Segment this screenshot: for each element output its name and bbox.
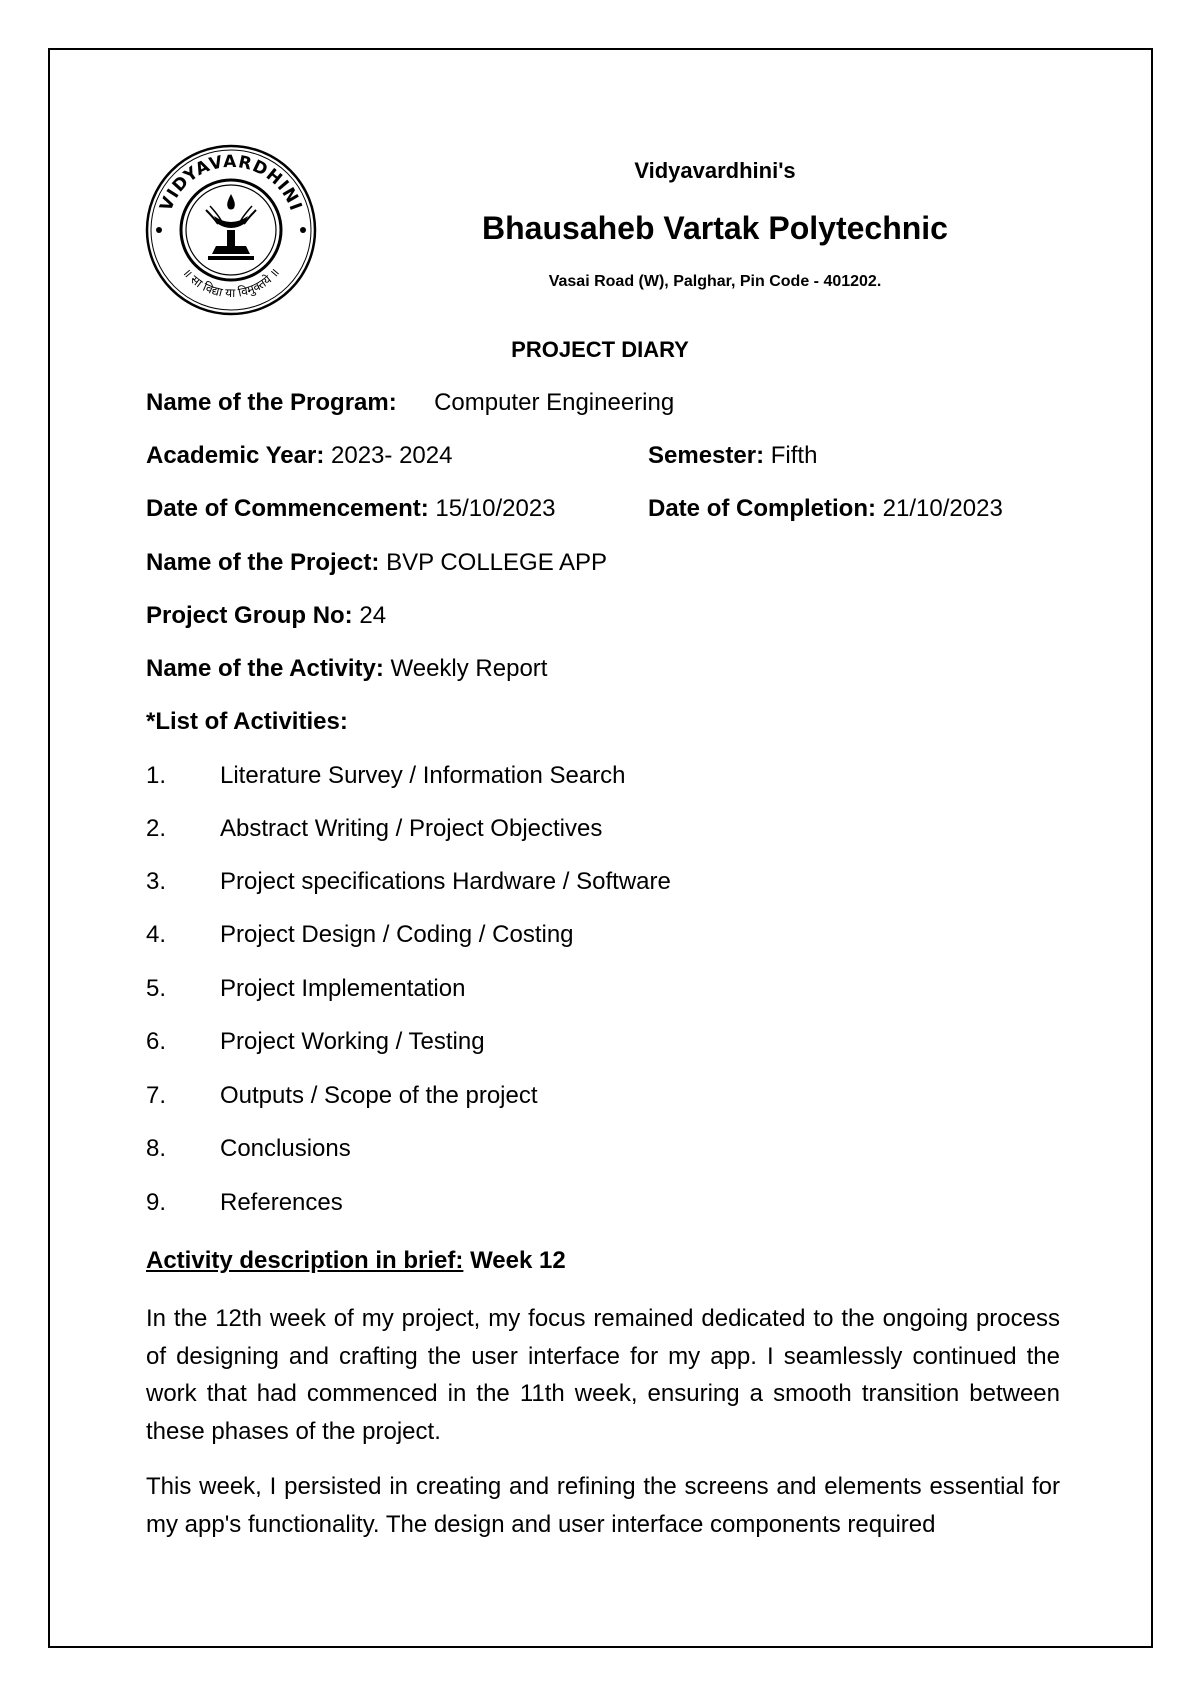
semester-value: Fifth [770,442,818,469]
academic-year-label: Academic Year: [146,442,325,469]
list-item [146,761,626,791]
college-name: Bhausaheb Vartak Polytechnic [482,210,948,246]
list-item-text: Conclusions [220,1135,351,1162]
project-name-value: BVP COLLEGE APP [386,549,608,576]
list-item-number: 9. [146,1189,167,1216]
brief-paragraph-2: This week, I persisted in creating and refining the screens and elements essential for my app's functionality. The design and user interface components required [146,1473,1060,1538]
diary-title: PROJECT DIARY [511,337,689,362]
list-item-text: Project Implementation [220,975,466,1002]
svg-text:VIDYAVARDHINI: VIDYAVARDHINI [156,151,306,215]
list-item-number: 6. [146,1028,167,1055]
svg-text:॥ सा विद्या या विमुक्तये ॥: ॥ सा विद्या या विमुक्तये ॥ [179,265,283,301]
activities-heading [146,707,348,737]
list-item-text: Project specifications Hardware / Software [220,868,671,895]
semester-label: Semester: [648,442,765,469]
list-item [146,814,602,844]
list-item-number: 3. [146,868,167,895]
list-item-text: Project Design / Coding / Costing [220,921,574,948]
program-field [146,388,674,418]
completion-value: 21/10/2023 [882,495,1003,522]
list-item [146,867,671,897]
list-item-text: Outputs / Scope of the project [220,1082,538,1109]
project-name-label: Name of the Project: [146,549,380,576]
list-item-number: 7. [146,1082,167,1109]
commencement-value: 15/10/2023 [435,495,556,522]
program-value: Computer Engineering [434,389,675,416]
academic-year-value: 2023- 2024 [331,442,453,469]
brief-paragraph-1: In the 12th week of my project, my focus remained dedicated to the ongoing process of designing and crafting the user interface for my app. I seamlessly continued the work that had commenced in the 11th week, ensuring a smooth transition between these phases of the project. [146,1305,1060,1445]
group-number-value: 24 [359,602,387,629]
brief-week: Week 12 [470,1247,566,1274]
commencement-field [146,494,556,524]
activity-name-label: Name of the Activity: [146,655,384,682]
list-item-number: 1. [146,762,167,789]
brief-heading-label: Activity description in brief: [146,1247,464,1274]
list-item-text: References [220,1189,343,1216]
list-item [146,1027,485,1057]
list-item-text: Abstract Writing / Project Objectives [220,815,603,842]
commencement-label: Date of Commencement: [146,495,429,522]
group-number-field [146,601,386,631]
college-logo [144,144,318,316]
completion-field [648,494,1003,524]
list-item-text: Project Working / Testing [220,1028,485,1055]
list-item [146,920,574,950]
semester-field [648,441,817,471]
completion-label: Date of Completion: [648,495,876,522]
list-item-number: 2. [146,815,167,842]
brief-heading [146,1246,566,1276]
college-address: Vasai Road (W), Palghar, Pin Code - 401202. [548,273,882,290]
list-item [146,1188,343,1218]
college-prefix: Vidyavardhini's [634,158,796,183]
list-item-text: Literature Survey / Information Search [220,762,626,789]
project-name-field [146,548,607,578]
activity-name-field [146,654,547,684]
list-item-number: 4. [146,921,167,948]
activities-heading-text: *List of Activities: [146,708,348,735]
list-item [146,1134,351,1164]
activity-name-value: Weekly Report [390,655,548,682]
list-item [146,1081,538,1111]
program-label: Name of the Program: [146,389,397,416]
group-number-label: Project Group No: [146,602,353,629]
academic-year-field [146,441,452,471]
list-item [146,974,465,1004]
list-item-number: 8. [146,1135,167,1162]
list-item-number: 5. [146,975,167,1002]
